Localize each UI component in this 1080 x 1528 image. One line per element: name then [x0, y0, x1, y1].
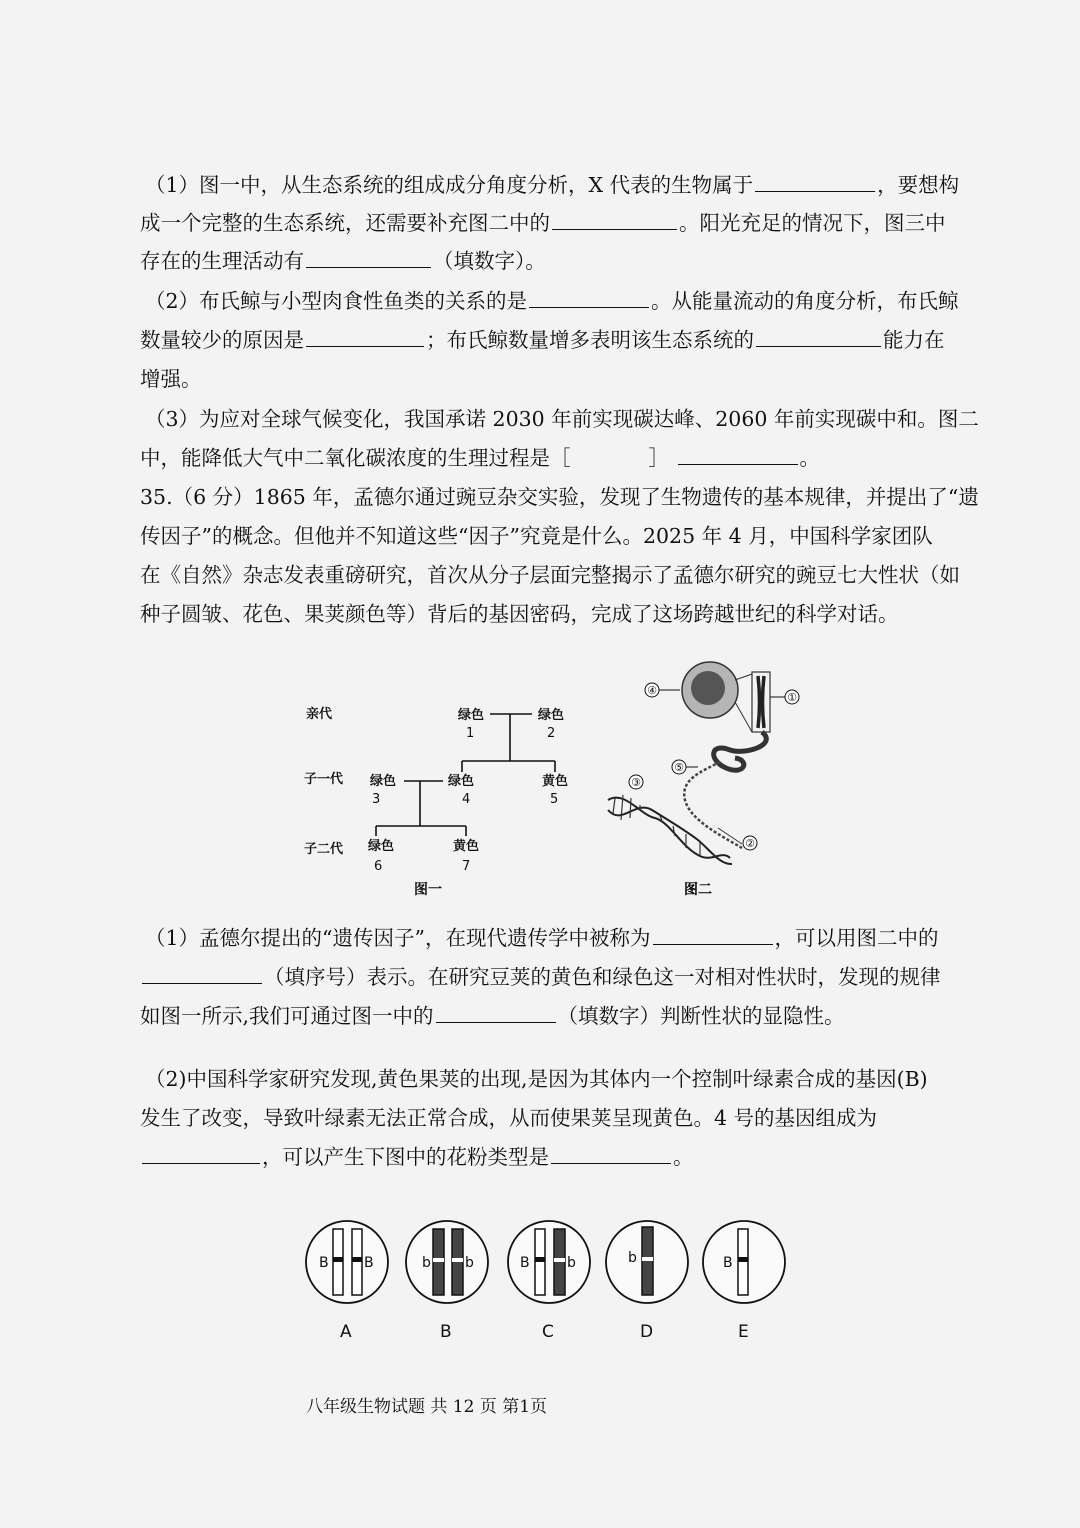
- node-1-color: 绿色: [458, 708, 485, 723]
- q35-intro-line2: 传因子”的概念。但他并不知道这些“因子”究竟是什么。2025 年 4 月，中国科学家团队: [140, 524, 933, 548]
- node-7-color: 黄色: [453, 839, 480, 854]
- node-3-color: 绿色: [370, 774, 397, 789]
- q35-part1-line2: （填序号）表示。在研究豆荚的黄色和绿色这一对相对性状时，发现的规律: [140, 962, 970, 992]
- q35-part1-line1: （1）孟德尔提出的“遗传因子”，在现代遗传学中被称为 ，可以用图二中的: [145, 926, 939, 950]
- q34-part2-line3: 增强。: [140, 367, 202, 391]
- dna-base-pairs: [613, 795, 715, 858]
- answer-blank[interactable]: [436, 1002, 556, 1023]
- marker-5: ⑤: [674, 761, 684, 774]
- pollen-option-d[interactable]: [606, 1221, 688, 1342]
- q34-part1-line3: 存在的生理活动有 （填数字）。: [140, 249, 546, 273]
- pollen-option-a[interactable]: [306, 1221, 388, 1342]
- answer-blank[interactable]: [551, 1143, 671, 1164]
- generation-label-f2: 子二代: [304, 842, 344, 857]
- pollen-option-b[interactable]: [406, 1221, 488, 1342]
- node-5-color: 黄色: [542, 774, 569, 789]
- q34-part1-line2: 成一个完整的生态系统，还需要补充图二中的 。阳光充足的情况下，图三中: [140, 211, 946, 235]
- allele-label: B: [319, 1255, 329, 1271]
- allele-label: b: [567, 1255, 576, 1271]
- node-2-number: 2: [547, 726, 556, 741]
- answer-blank[interactable]: [552, 209, 677, 230]
- marker-2: ②: [745, 837, 755, 850]
- node-6-color: 绿色: [368, 839, 395, 854]
- pollen-option-e[interactable]: [703, 1221, 785, 1342]
- answer-blank[interactable]: [755, 171, 875, 192]
- page-footer: 八年级生物试题 共 12 页 第1页: [306, 1397, 548, 1417]
- node-4-number: 4: [462, 792, 471, 807]
- allele-label: b: [628, 1250, 637, 1266]
- generation-label-parent: 亲代: [306, 707, 333, 722]
- allele-label: b: [422, 1255, 431, 1271]
- node-7-number: 7: [462, 859, 471, 874]
- answer-blank[interactable]: [142, 963, 262, 984]
- generation-label-f1: 子一代: [304, 772, 344, 787]
- q34-part3-line1: （3）为应对全球气候变化，我国承诺 2030 年前实现碳达峰、2060 年前实现碳中和。图二: [145, 407, 979, 431]
- chromosome: [758, 676, 764, 728]
- answer-blank[interactable]: [142, 1143, 260, 1164]
- q34-part3-line2: 中，能降低大气中二氧化碳浓度的生理过程是［ ］ 。: [140, 446, 821, 470]
- option-label: D: [640, 1322, 654, 1342]
- answer-blank[interactable]: [529, 287, 649, 308]
- option-label: C: [542, 1322, 554, 1342]
- marker-3: ③: [631, 776, 641, 789]
- cell-dna-figure-2: [608, 662, 799, 898]
- q34-part2-line2: 数量较少的原因是 ；布氏鲸数量增多表明该生态系统的 能力在: [140, 328, 945, 352]
- cell-nucleus: [691, 671, 725, 705]
- q35-intro-line1: 35.（6 分）1865 年，孟德尔通过豌豆杂交实验，发现了生物遗传的基本规律，并提出了“遗: [140, 485, 979, 509]
- node-4-color: 绿色: [448, 774, 475, 789]
- pollen-option-c[interactable]: [508, 1221, 590, 1342]
- q35-part2-line1: （2)中国科学家研究发现,黄色果荚的出现,是因为其体内一个控制叶绿素合成的基因(B): [145, 1067, 928, 1091]
- node-6-number: 6: [374, 859, 383, 874]
- option-label: B: [440, 1322, 452, 1342]
- allele-label: B: [723, 1255, 733, 1271]
- allele-label: B: [520, 1255, 530, 1271]
- chromatin-fiber: [714, 732, 767, 770]
- answer-blank[interactable]: [306, 247, 431, 268]
- q35-intro-line4: 种子圆皱、花色、果荚颜色等）背后的基因密码，完成了这场跨越世纪的科学对话。: [140, 602, 899, 626]
- q34-part1-line1: （1）图一中，从生态系统的组成成分角度分析，X 代表的生物属于 ，要想构: [145, 173, 960, 197]
- q34-part2-line1: （2）布氏鲸与小型肉食性鱼类的关系的是 。从能量流动的角度分析，布氏鲸: [145, 289, 959, 313]
- q35-part2-line2: 发生了改变，导致叶绿素无法正常合成，从而使果荚呈现黄色。4 号的基因组成为: [140, 1106, 878, 1130]
- option-label: A: [340, 1322, 352, 1342]
- answer-blank[interactable]: [678, 444, 798, 465]
- node-1-number: 1: [466, 726, 475, 741]
- q35-part1-line3: 如图一所示,我们可通过图一中的 （填数字）判断性状的显隐性。: [140, 1004, 845, 1028]
- node-2-color: 绿色: [538, 708, 565, 723]
- q35-intro-line3: 在《自然》杂志发表重磅研究，首次从分子层面完整揭示了孟德尔研究的豌豆七大性状（如: [140, 563, 960, 587]
- figure-2-caption: 图二: [684, 882, 712, 898]
- figure-1-caption: 图一: [414, 882, 442, 898]
- option-label: E: [738, 1322, 749, 1342]
- marker-1: ①: [787, 691, 797, 704]
- figures-1-2: [290, 650, 810, 905]
- allele-label: b: [465, 1255, 474, 1271]
- node-3-number: 3: [372, 792, 381, 807]
- marker-4: ④: [647, 684, 657, 697]
- q35-part2-line3: ，可以产生下图中的花粉类型是 。: [140, 1142, 970, 1172]
- answer-blank[interactable]: [756, 326, 881, 347]
- pedigree-figure-1: [304, 706, 568, 898]
- node-5-number: 5: [550, 792, 559, 807]
- answer-blank[interactable]: [306, 326, 424, 347]
- answer-blank[interactable]: [653, 924, 773, 945]
- allele-label: B: [364, 1255, 374, 1271]
- pollen-options: [295, 1205, 795, 1355]
